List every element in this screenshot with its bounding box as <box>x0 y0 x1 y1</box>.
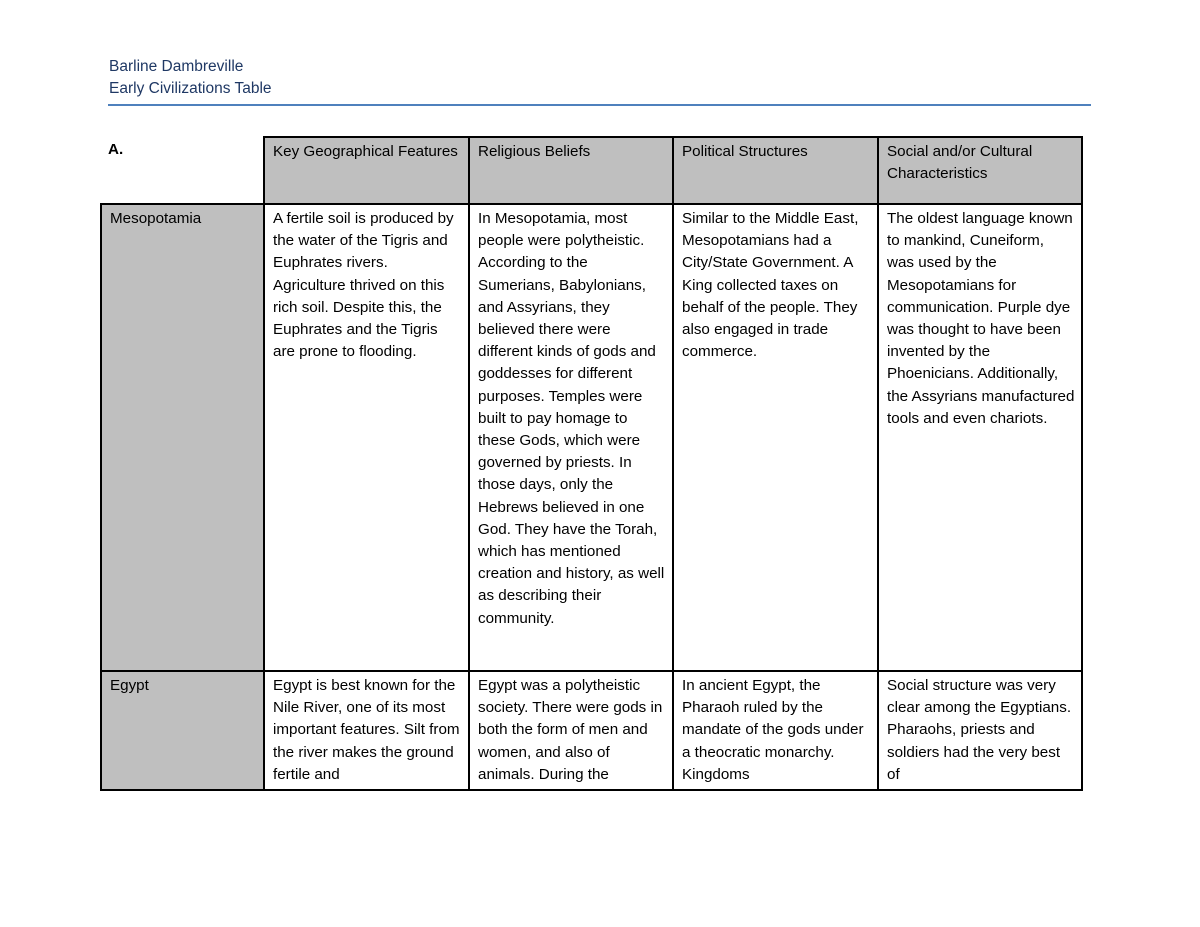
row-header-label: Egypt <box>110 677 149 694</box>
row-header-label: Mesopotamia <box>110 210 202 227</box>
cell-text: Social structure was very clear among the Egyptians. Pharaohs, priests and soldiers had the very best of <box>887 677 1072 783</box>
cell-text: The oldest language known to mankind, Cuneiform, was used by the Mesopotamians for communication. Purple dye was thought to have been invented by the Phoenicians. Additionally, the Assyrians manufactured tools and even chariots. <box>887 210 1075 427</box>
row-header-mesopotamia <box>100 203 263 672</box>
table-cell <box>263 203 468 672</box>
table-cell <box>468 670 672 791</box>
table-cell <box>263 670 468 791</box>
column-header-label: Key Geographical Features <box>273 143 458 160</box>
column-header <box>263 136 468 205</box>
cell-text: Similar to the Middle East, Mesopotamians had a City/State Government. A King collected taxes on behalf of the people. They also engaged in trade commerce. <box>682 210 859 361</box>
table-corner-label <box>100 136 263 204</box>
cell-text: Egypt was a polytheistic society. There were gods in both the form of men and women, and also of animals. During the <box>478 677 663 783</box>
table-cell <box>468 203 672 672</box>
cell-text: In Mesopotamia, most people were polytheistic. According to the Sumerians, Babylonians, and Assyrians, they believed there were different kinds of gods and goddesses for different purposes. Temples were built to pay homage to these Gods, which were governed by priests. In those days, only the Hebrews believed in one God. They have the Torah, which has mentioned creation and history, as well as describing their community. <box>478 210 665 627</box>
document-header <box>109 56 272 100</box>
row-header-egypt <box>100 670 263 791</box>
column-header-label: Political Structures <box>682 143 808 160</box>
author-name: Barline Dambreville <box>109 58 244 75</box>
cell-text: Egypt is best known for the Nile River, one of its most important features. Silt from the river makes the ground fertile and <box>273 677 460 783</box>
cell-text: In ancient Egypt, the Pharaoh ruled by the mandate of the gods under a theocratic monarchy. Kingdoms <box>682 677 864 783</box>
section-label: A. <box>108 141 124 158</box>
cell-text: A fertile soil is produced by the water of the Tigris and Euphrates rivers. Agriculture thrived on this rich soil. Despite this, the Euphrates and the Tigris are prone to flooding. <box>273 210 454 361</box>
table-cell <box>877 670 1083 791</box>
column-header <box>672 136 877 205</box>
column-header <box>468 136 672 205</box>
table-cell <box>672 670 877 791</box>
column-header-label: Social and/or Cultural Characteristics <box>887 143 1033 183</box>
header-divider <box>108 104 1091 106</box>
civilizations-table <box>100 136 1083 791</box>
table-cell <box>877 203 1083 672</box>
document-title: Early Civilizations Table <box>109 80 272 97</box>
table-cell <box>672 203 877 672</box>
column-header <box>877 136 1083 205</box>
column-header-label: Religious Beliefs <box>478 143 591 160</box>
